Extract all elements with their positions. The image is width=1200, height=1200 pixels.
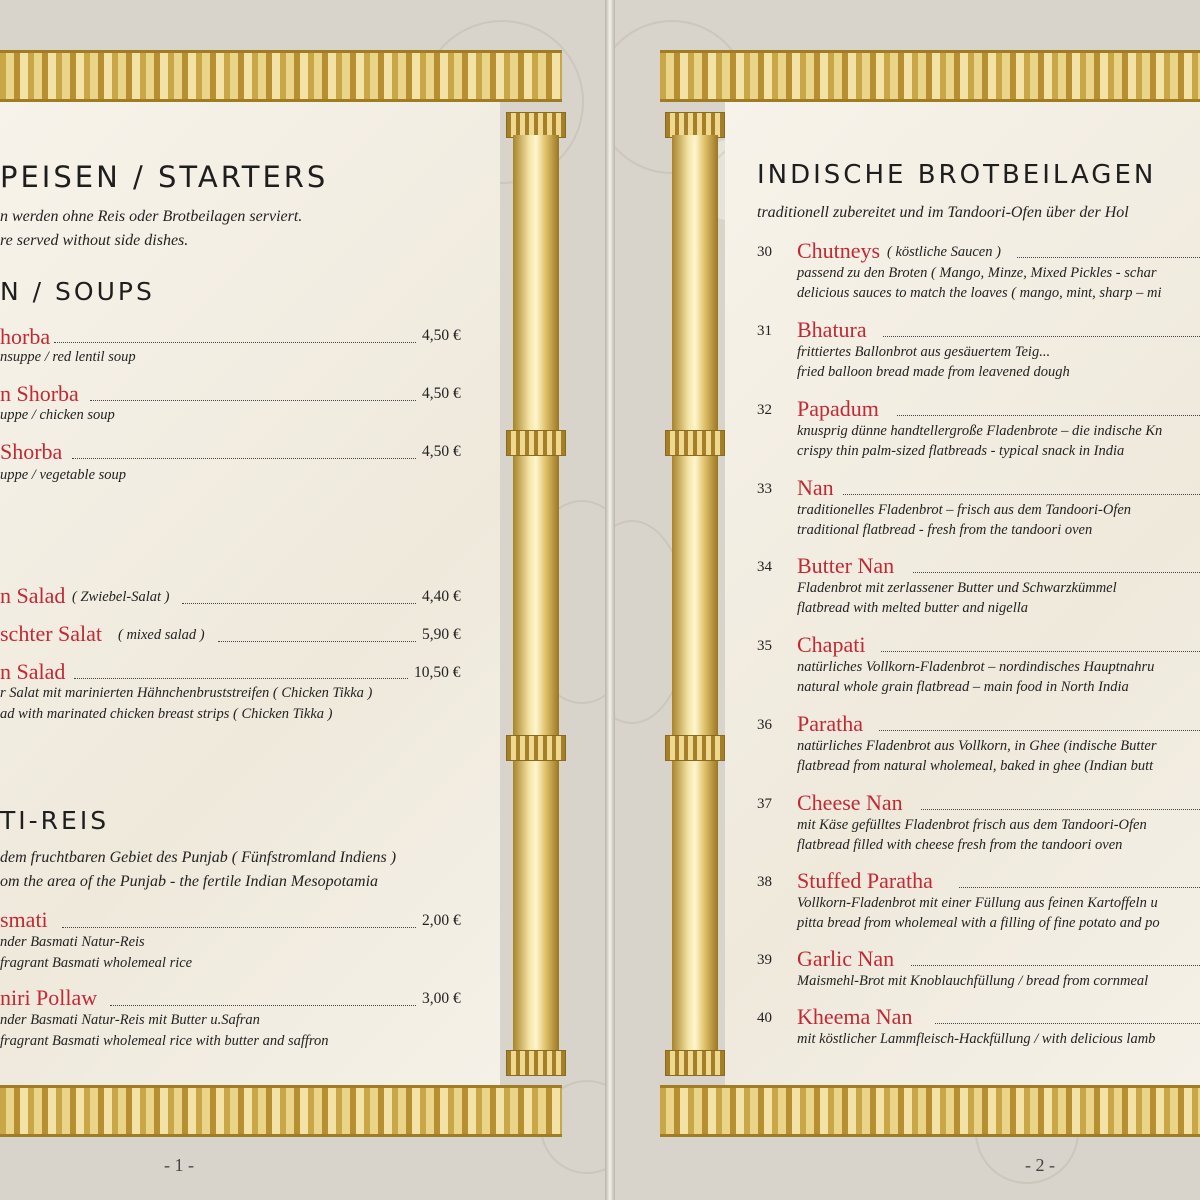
dot-leader (959, 887, 1200, 888)
menu-item-description: natural whole grain flatbread – main food in North India (797, 679, 1129, 695)
menu-item-description: ad with marinated chicken breast strips ( Chicken Tikka ) (0, 706, 333, 722)
dot-leader (911, 965, 1200, 966)
menu-item-name: Nan (797, 475, 834, 500)
menu-item-description: traditionelles Fladenbrot – frisch aus dem Tandoori-Ofen (797, 502, 1132, 518)
rice-note-en: om the area of the Punjab - the fertile Indian Mesopotamia (0, 873, 379, 890)
page-number: - 1 - (164, 1155, 194, 1175)
menu-item-price: 4,40 € (422, 588, 461, 605)
menu-item-name: n Salad (0, 583, 66, 608)
menu-item-price: 4,50 € (422, 327, 461, 344)
gold-column (672, 135, 718, 1075)
menu-item-description: Fladenbrot mit zerlassener Butter und Schwarzkümmel (797, 580, 1117, 596)
soups-heading: N / SOUPS (0, 277, 155, 306)
menu-item-description: nsuppe / red lentil soup (0, 349, 136, 365)
menu-item-description: Vollkorn-Fladenbrot mit einer Füllung aus feinen Kartoffeln u (797, 895, 1158, 911)
menu-item-description: fragrant Basmati wholemeal rice (0, 955, 193, 971)
book-gutter (605, 0, 615, 1200)
menu-item-extra: ( mixed salad ) (118, 627, 205, 643)
menu-item-name: Butter Nan (797, 553, 895, 578)
menu-item-description: mit Käse gefülltes Fladenbrot frisch aus dem Tandoori-Ofen (797, 817, 1147, 833)
menu-item-name: Kheema Nan (797, 1004, 913, 1029)
section-note: traditionell zubereitet und im Tandoori-Ofen über der Hol (757, 204, 1129, 221)
dot-leader (921, 809, 1200, 810)
right-page (615, 0, 1200, 1200)
menu-item-description: fried balloon bread made from leavened dough (797, 364, 1070, 380)
menu-item-description: fragrant Basmati wholemeal rice with butter and saffron (0, 1033, 329, 1049)
dot-leader (881, 651, 1200, 652)
section-note-de: n werden ohne Reis oder Brotbeilagen serviert. (0, 208, 303, 225)
dot-leader (54, 342, 416, 343)
dot-leader (182, 603, 416, 604)
rice-note-de: dem fruchtbaren Gebiet des Punjab ( Fünfstromland Indiens ) (0, 849, 397, 866)
dot-leader (72, 458, 416, 459)
item-number: 31 (757, 323, 772, 339)
menu-item-name: horba (0, 324, 51, 349)
menu-item-name: Chutneys (797, 238, 881, 263)
menu-item-description: frittiertes Ballonbrot aus gesäuertem Teig... (797, 344, 1051, 360)
menu-item-price: 4,50 € (422, 385, 461, 402)
menu-item-description: uppe / chicken soup (0, 407, 115, 423)
dot-leader (62, 927, 416, 928)
menu-item-name: Cheese Nan (797, 790, 903, 815)
item-number: 40 (757, 1010, 772, 1026)
menu-item-name: n Salad (0, 659, 66, 684)
column-base (665, 1050, 725, 1076)
dot-leader (913, 572, 1200, 573)
dot-leader (897, 415, 1200, 416)
column-ring (506, 735, 566, 761)
menu-item-description: natürliches Fladenbrot aus Vollkorn, in Ghee (indische Butter (797, 738, 1157, 754)
menu-item-description: nder Basmati Natur-Reis (0, 934, 145, 950)
column-base (506, 1050, 566, 1076)
menu-item-name: Paratha (797, 711, 863, 736)
menu-item-description: knusprig dünne handtellergroße Fladenbrote – die indische Kn (797, 423, 1163, 439)
column-ring (665, 735, 725, 761)
item-number: 34 (757, 559, 772, 575)
dot-leader (935, 1023, 1200, 1024)
column-ring (665, 430, 725, 456)
menu-item-price: 10,50 € (414, 664, 461, 681)
dot-leader (883, 336, 1200, 337)
menu-item-price: 5,90 € (422, 626, 461, 643)
item-number: 39 (757, 952, 772, 968)
menu-item-description: flatbread with melted butter and nigella (797, 600, 1029, 616)
bottom-gold-frame (0, 1085, 562, 1137)
top-gold-frame (660, 50, 1200, 102)
rice-heading: TI-REIS (0, 806, 110, 835)
item-number: 32 (757, 402, 772, 418)
menu-item-description: flatbread filled with cheese fresh from the tandoori oven (797, 837, 1123, 853)
menu-item-name: Garlic Nan (797, 946, 895, 971)
menu-item-description: r Salat mit marinierten Hähnchenbruststreifen ( Chicken Tikka ) (0, 685, 373, 701)
menu-item-name: niri Pollaw (0, 985, 98, 1010)
menu-item-name: Shorba (0, 439, 63, 464)
menu-item-extra: ( köstliche Saucen ) (887, 244, 1001, 260)
item-number: 33 (757, 481, 772, 497)
menu-item-description: passend zu den Broten ( Mango, Minze, Mixed Pickles - schar (797, 265, 1157, 281)
top-gold-frame (0, 50, 562, 102)
menu-item-description: natürliches Vollkorn-Fladenbrot – nordindisches Hauptnahru (797, 659, 1155, 675)
page-title: PEISEN / STARTERS (0, 160, 329, 194)
dot-leader (110, 1005, 416, 1006)
menu-item-name: Bhatura (797, 317, 867, 342)
item-number: 36 (757, 717, 772, 733)
menu-item-description: uppe / vegetable soup (0, 467, 127, 483)
menu-item-description: mit köstlicher Lammfleisch-Hackfüllung / with delicious lamb (797, 1031, 1156, 1047)
menu-item-description: Maismehl-Brot mit Knoblauchfüllung / bread from cornmeal (797, 973, 1149, 989)
menu-item-price: 2,00 € (422, 912, 461, 929)
item-number: 35 (757, 638, 772, 654)
menu-item-name: smati (0, 907, 48, 932)
item-number: 37 (757, 796, 772, 812)
bottom-gold-frame (660, 1085, 1200, 1137)
menu-item-description: nder Basmati Natur-Reis mit Butter u.Safran (0, 1012, 260, 1028)
item-number: 30 (757, 244, 772, 260)
dot-leader (1017, 257, 1200, 258)
menu-item-description: delicious sauces to match the loaves ( mango, mint, sharp – mi (797, 285, 1162, 301)
menu-item-name: Papadum (797, 396, 879, 421)
page-number: - 2 - (1025, 1155, 1055, 1175)
item-number: 38 (757, 874, 772, 890)
menu-item-name: schter Salat (0, 621, 103, 646)
menu-item-description: crispy thin palm-sized flatbreads - typical snack in India (797, 443, 1125, 459)
dot-leader (843, 494, 1200, 495)
menu-item-name: n Shorba (0, 381, 79, 406)
column-ring (506, 430, 566, 456)
page-title: INDISCHE BROTBEILAGEN (757, 160, 1157, 190)
menu-item-description: flatbread from natural wholemeal, baked in ghee (Indian butt (797, 758, 1154, 774)
dot-leader (74, 678, 408, 679)
menu-item-price: 4,50 € (422, 443, 461, 460)
menu-item-name: Chapati (797, 632, 866, 657)
menu-item-price: 3,00 € (422, 990, 461, 1007)
dot-leader (879, 730, 1200, 731)
gold-column (513, 135, 559, 1075)
menu-item-name: Stuffed Paratha (797, 868, 933, 893)
dot-leader (90, 400, 416, 401)
menu-item-extra: ( Zwiebel-Salat ) (72, 589, 170, 605)
dot-leader (218, 641, 416, 642)
section-note-en: re served without side dishes. (0, 232, 189, 249)
menu-item-description: traditional flatbread - fresh from the tandoori oven (797, 522, 1093, 538)
menu-item-description: pitta bread from wholemeal with a filling of fine potato and po (797, 915, 1160, 931)
